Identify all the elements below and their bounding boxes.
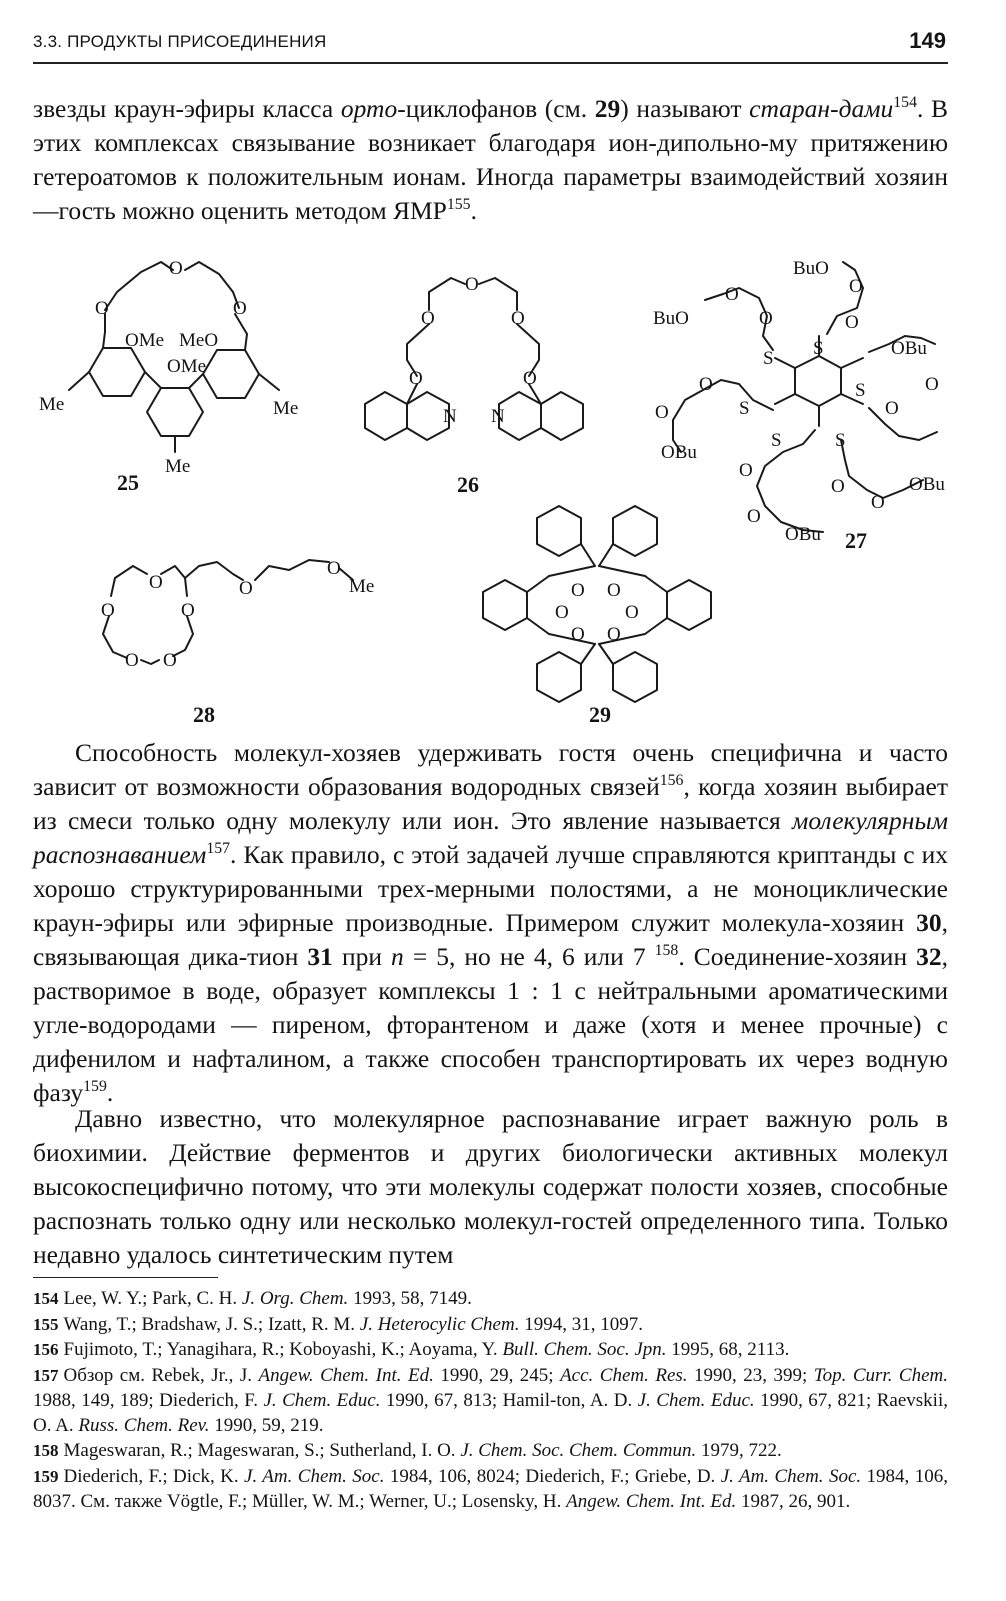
structure-26 xyxy=(365,274,583,497)
atom-o: O xyxy=(523,368,537,389)
text-run: 31 xyxy=(307,942,333,971)
atom-o: O xyxy=(125,650,139,671)
atom-o: O xyxy=(101,600,115,621)
footnote xyxy=(33,1438,948,1463)
text-run: , растворимое в воде, образует комплексы 1 : 1 с нейтральными ароматическими угле-водородами — пиреном, фторантеном и даже (хотя и менее прочные) с дифенилом и нафталином, а также способен транспортировать их через водную фазу xyxy=(33,942,948,1107)
atom-o: O xyxy=(169,258,183,279)
chemical-structures-figure xyxy=(33,240,963,730)
footnote-rule xyxy=(33,1277,218,1278)
footnote-number: 159 xyxy=(33,1466,59,1486)
text-run: Mageswaran, R.; Mageswaran, S.; Sutherland, I. O. xyxy=(63,1440,461,1461)
atom-o: O xyxy=(511,308,525,329)
footnote-number: 154 xyxy=(33,1289,59,1308)
atom-o: O xyxy=(233,298,247,319)
text-run: 1993, 58, 7149. xyxy=(348,1288,472,1309)
text-run: Способность молекул-хозяев удерживать гостя очень специфична и часто зависит от возможности образования водородных связей xyxy=(33,738,948,801)
atom-o: O xyxy=(849,276,863,297)
atom-o: O xyxy=(409,368,423,389)
label-buo: BuO xyxy=(793,258,829,279)
atom-o: O xyxy=(555,602,569,623)
text-run: при xyxy=(332,942,392,971)
text-run: J. Am. Chem. Soc. xyxy=(244,1465,385,1487)
atom-o: O xyxy=(571,580,585,601)
text-run: 1979, 722. xyxy=(696,1440,782,1461)
footnote-number: 156 xyxy=(33,1340,59,1359)
text-run: Bull. Chem. Soc. Jpn. xyxy=(502,1339,667,1360)
compound-number-26: 26 xyxy=(457,472,479,497)
atom-o: O xyxy=(759,308,773,329)
text-run: J. Heterocylic Chem. xyxy=(359,1313,520,1335)
text-run: -циклофанов (см. xyxy=(397,94,595,123)
text-run: , связывающая дика-тион xyxy=(33,908,948,971)
label-obu: OBu xyxy=(785,524,821,545)
label-obu: OBu xyxy=(909,474,945,495)
atom-o: O xyxy=(181,600,195,621)
text-run: 30 xyxy=(916,908,942,937)
text-run: Angew. Chem. Int. Ed. xyxy=(566,1490,737,1512)
text-run: 155 xyxy=(446,196,471,214)
structure-27 xyxy=(653,258,945,553)
text-run: J. Am. Chem. Soc. xyxy=(720,1465,862,1487)
atom-o: O xyxy=(699,374,713,395)
footnote xyxy=(33,1464,948,1514)
paragraph-2 xyxy=(33,736,948,1110)
text-run: 32 xyxy=(916,942,942,971)
footnote-number: 155 xyxy=(33,1314,59,1334)
atom-o: O xyxy=(747,506,761,527)
label-me: Me xyxy=(39,394,65,415)
label-me: Me xyxy=(349,576,375,597)
text-run: Acc. Chem. Res. xyxy=(560,1364,688,1386)
atom-o: O xyxy=(327,558,341,579)
text-run: ) называют xyxy=(620,94,750,123)
atom-o: O xyxy=(625,602,639,623)
atom-n: N xyxy=(443,406,457,427)
text-run: 1984, 106, 8024; Diederich, F.; Griebe, D. xyxy=(384,1465,721,1487)
text-run: = 5, но не 4, 6 или 7 xyxy=(403,942,655,971)
footnotes xyxy=(33,1286,948,1514)
label-obu: OBu xyxy=(661,442,697,463)
atom-o: O xyxy=(421,308,435,329)
compound-number-28: 28 xyxy=(193,702,215,727)
text-run: старан-дами xyxy=(749,94,894,123)
atom-o: O xyxy=(465,274,479,295)
text-run: Russ. Chem. Rev. xyxy=(78,1414,210,1436)
atom-o: O xyxy=(845,312,859,333)
footnote xyxy=(33,1286,948,1311)
text-run: Diederich, F.; Dick, K. xyxy=(63,1465,245,1487)
compound-number-25: 25 xyxy=(117,470,139,495)
atom-o: O xyxy=(95,298,109,319)
label-ome: OMe xyxy=(125,330,165,351)
paragraph-1 xyxy=(33,92,948,228)
footnote-number: 157 xyxy=(33,1365,59,1385)
text-run: J. Chem. Soc. Chem. Commun. xyxy=(460,1440,697,1461)
compound-number-29: 29 xyxy=(589,702,611,727)
text-run: 158 xyxy=(654,942,679,960)
text-run: J. Chem. Educ. xyxy=(637,1389,755,1411)
atom-s: S xyxy=(763,348,774,369)
atom-o: O xyxy=(831,476,845,497)
text-run: 1994, 31, 1097. xyxy=(519,1313,643,1335)
footnote xyxy=(33,1337,948,1362)
text-run: 159 xyxy=(83,1078,107,1096)
atom-o: O xyxy=(239,578,253,599)
atom-o: O xyxy=(725,284,739,305)
text-run: . xyxy=(106,1078,114,1107)
atom-n: N xyxy=(491,406,505,427)
structure-28 xyxy=(101,558,374,727)
text-run: 156 xyxy=(659,772,684,790)
compound-number-27: 27 xyxy=(845,528,867,553)
text-run: Давно известно, что молекулярное распознавание играет важную роль в биохимии. Действие ферментов и других биологически активных молекул высокоспецифично потому, что эти молекулы содержат полости хозяев, способные распознать только одну или несколько молекул-гостей определенного типа. Только недавно удалось синтетическим путем xyxy=(33,1104,948,1269)
label-me: Me xyxy=(273,398,299,419)
text-run: Обзор см. Rebek, Jr., J. xyxy=(63,1364,259,1386)
text-run: . Соединение-хозяин xyxy=(678,942,917,971)
atom-o: O xyxy=(739,460,753,481)
text-run: . Как правило, с этой задачей лучше справляются криптанды с их хорошо структурированными трех-мерными полостями, а не моноциклические краун-эфиры или эфирные производные. Примером служит молекула-хозяин xyxy=(33,840,948,937)
text-run: звезды краун-эфиры класса xyxy=(33,94,341,123)
atom-o: O xyxy=(607,580,621,601)
text-run: 154 xyxy=(893,94,917,112)
label-buo: BuO xyxy=(653,308,689,329)
page-number: 149 xyxy=(909,28,946,53)
text-run: молекулярным распознаванием xyxy=(33,806,948,869)
page-header xyxy=(33,28,948,64)
text-run: орто xyxy=(340,94,398,123)
text-run: 1984, 106, 8037. См. также Vögtle, F.; Müller, W. M.; Werner, U.; Losensky, H. xyxy=(33,1465,948,1512)
text-run: 1987, 26, 901. xyxy=(736,1490,851,1512)
structure-29 xyxy=(483,506,711,727)
section-title: 3.3. ПРОДУКТЫ ПРИСОЕДИНЕНИЯ xyxy=(33,32,327,51)
text-run: 1988, 149, 189; Diederich, F. xyxy=(33,1389,264,1411)
footnote xyxy=(33,1363,948,1438)
text-run: 157 xyxy=(206,840,231,858)
footnote xyxy=(33,1312,948,1337)
text-run: , когда хозяин выбирает из смеси только одну молекулу или ион. Это явление называется xyxy=(33,772,948,835)
atom-o: O xyxy=(885,398,899,419)
text-run: 29 xyxy=(594,94,621,123)
atom-o: O xyxy=(607,624,621,645)
text-run: 1990, 59, 219. xyxy=(209,1414,324,1436)
text-run: J. Chem. Educ. xyxy=(263,1389,381,1411)
label-meo: MeO xyxy=(179,330,219,351)
atom-s: S xyxy=(771,430,782,451)
atom-o: O xyxy=(163,650,177,671)
text-run: 1990, 29, 245; xyxy=(433,1364,561,1386)
text-run: J. Org. Chem. xyxy=(241,1288,349,1309)
text-run: Top. Curr. Chem. xyxy=(813,1364,949,1386)
atom-s: S xyxy=(813,338,824,359)
atom-o: O xyxy=(925,374,939,395)
text-run: . В этих комплексах связывание возникает благодаря ион-дипольно-му притяжению гетероатомов к положительным ионам. Иногда параметры взаимодействий хозяин—гость можно оценить методом ЯМР xyxy=(33,94,949,225)
atom-s: S xyxy=(855,380,866,401)
atom-s: S xyxy=(739,398,750,419)
atom-o: O xyxy=(149,572,163,593)
text-run: Fujimoto, T.; Yanagihara, R.; Koboyashi, K.; Aoyama, Y. xyxy=(63,1339,503,1360)
atom-o: O xyxy=(871,492,885,513)
label-me: Me xyxy=(165,456,191,477)
text-run: 1995, 68, 2113. xyxy=(666,1339,790,1360)
text-run: 1990, 23, 399; xyxy=(687,1364,814,1386)
atom-o: O xyxy=(655,402,669,423)
footnote-number: 158 xyxy=(33,1441,59,1460)
paragraph-3 xyxy=(33,1102,948,1272)
text-run: 1990, 67, 813; Hamil-ton, A. D. xyxy=(380,1389,638,1411)
text-run: Wang, T.; Bradshaw, J. S.; Izatt, R. M. xyxy=(63,1313,360,1335)
label-ome: OMe xyxy=(167,356,207,377)
text-run: Lee, W. Y.; Park, C. H. xyxy=(63,1288,242,1309)
text-run: . xyxy=(470,196,477,225)
text-run: 1990, 67, 821; Raevskii, O. A. xyxy=(33,1389,948,1436)
atom-o: O xyxy=(571,624,585,645)
text-run: n xyxy=(391,942,404,971)
structure-25 xyxy=(39,258,298,495)
structures-svg xyxy=(33,240,963,730)
atom-s: S xyxy=(835,430,846,451)
text-run: Angew. Chem. Int. Ed. xyxy=(258,1364,434,1386)
label-buo: OBu xyxy=(891,338,927,359)
